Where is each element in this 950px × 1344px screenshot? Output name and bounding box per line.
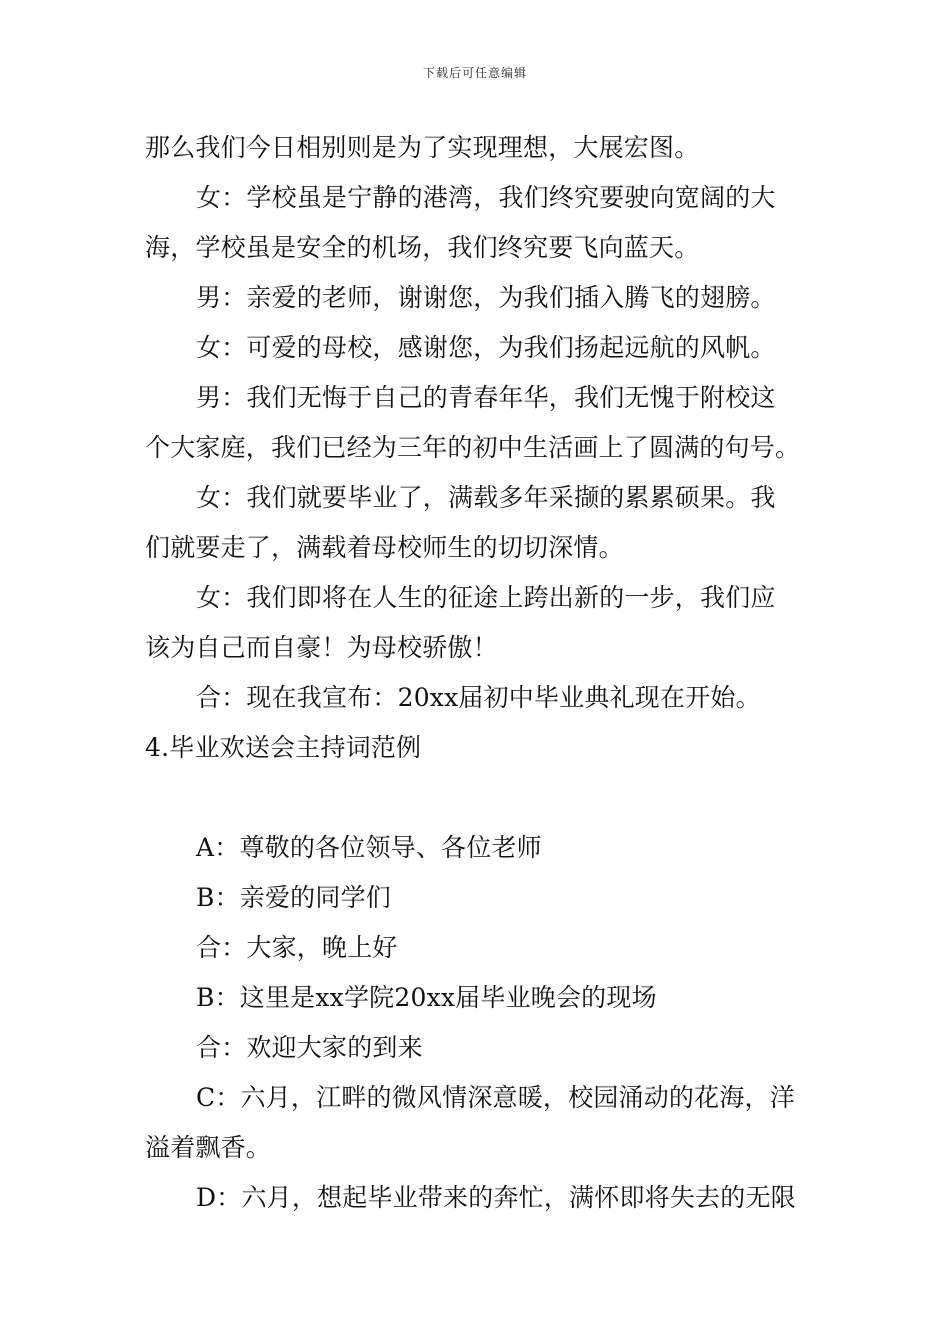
paragraph-line: 女：我们就要毕业了，满载多年采撷的累累硕果。我 bbox=[196, 483, 776, 512]
paragraph-line: 男：我们无悔于自己的青春年华，我们无愧于附校这 bbox=[196, 383, 776, 412]
paragraph-line: 海，学校虽是安全的机场，我们终究要飞向蓝天。 bbox=[145, 233, 700, 262]
paragraph-line: 女：我们即将在人生的征途上跨出新的一步，我们应 bbox=[196, 583, 776, 612]
paragraph-line: 们就要走了，满载着母校师生的切切深情。 bbox=[145, 533, 624, 562]
paragraph-line: 女：可爱的母校，感谢您，为我们扬起远航的风帆。 bbox=[196, 333, 776, 362]
document-body bbox=[145, 128, 810, 1228]
paragraph-line: 个大家庭，我们已经为三年的初中生活画上了圆满的句号。 bbox=[145, 433, 801, 462]
paragraph-line: 溢着飘香。 bbox=[145, 1133, 272, 1162]
page-header: 下载后可任意编辑 bbox=[422, 66, 527, 80]
paragraph-line: 女：学校虽是宁静的港湾，我们终究要驶向宽阔的大 bbox=[196, 183, 776, 212]
paragraph-line: B：这里是xx学院20xx届毕业晚会的现场 bbox=[196, 983, 657, 1012]
paragraph-line: B：亲爱的同学们 bbox=[196, 883, 391, 912]
section-heading: 4.毕业欢送会主持词范例 bbox=[145, 733, 422, 762]
paragraph-line: 合：大家，晚上好 bbox=[196, 933, 398, 962]
paragraph-line: 男：亲爱的老师，谢谢您，为我们插入腾飞的翅膀。 bbox=[196, 283, 776, 312]
paragraph-line: C：六月，江畔的微风情深意暖，校园涌动的花海，洋 bbox=[196, 1083, 795, 1112]
paragraph-line: 合：现在我宣布：20xx届初中毕业典礼现在开始。 bbox=[196, 683, 761, 712]
blank-line bbox=[145, 778, 810, 828]
paragraph-line: A：尊敬的各位领导、各位老师 bbox=[196, 833, 542, 862]
paragraph-line: 该为自己而自豪！为母校骄傲！ bbox=[145, 633, 498, 662]
paragraph-line: D：六月，想起毕业带来的奔忙，满怀即将失去的无限 bbox=[196, 1183, 796, 1212]
paragraph-line: 那么我们今日相别则是为了实现理想，大展宏图。 bbox=[145, 133, 700, 162]
paragraph-line: 合：欢迎大家的到来 bbox=[196, 1033, 423, 1062]
